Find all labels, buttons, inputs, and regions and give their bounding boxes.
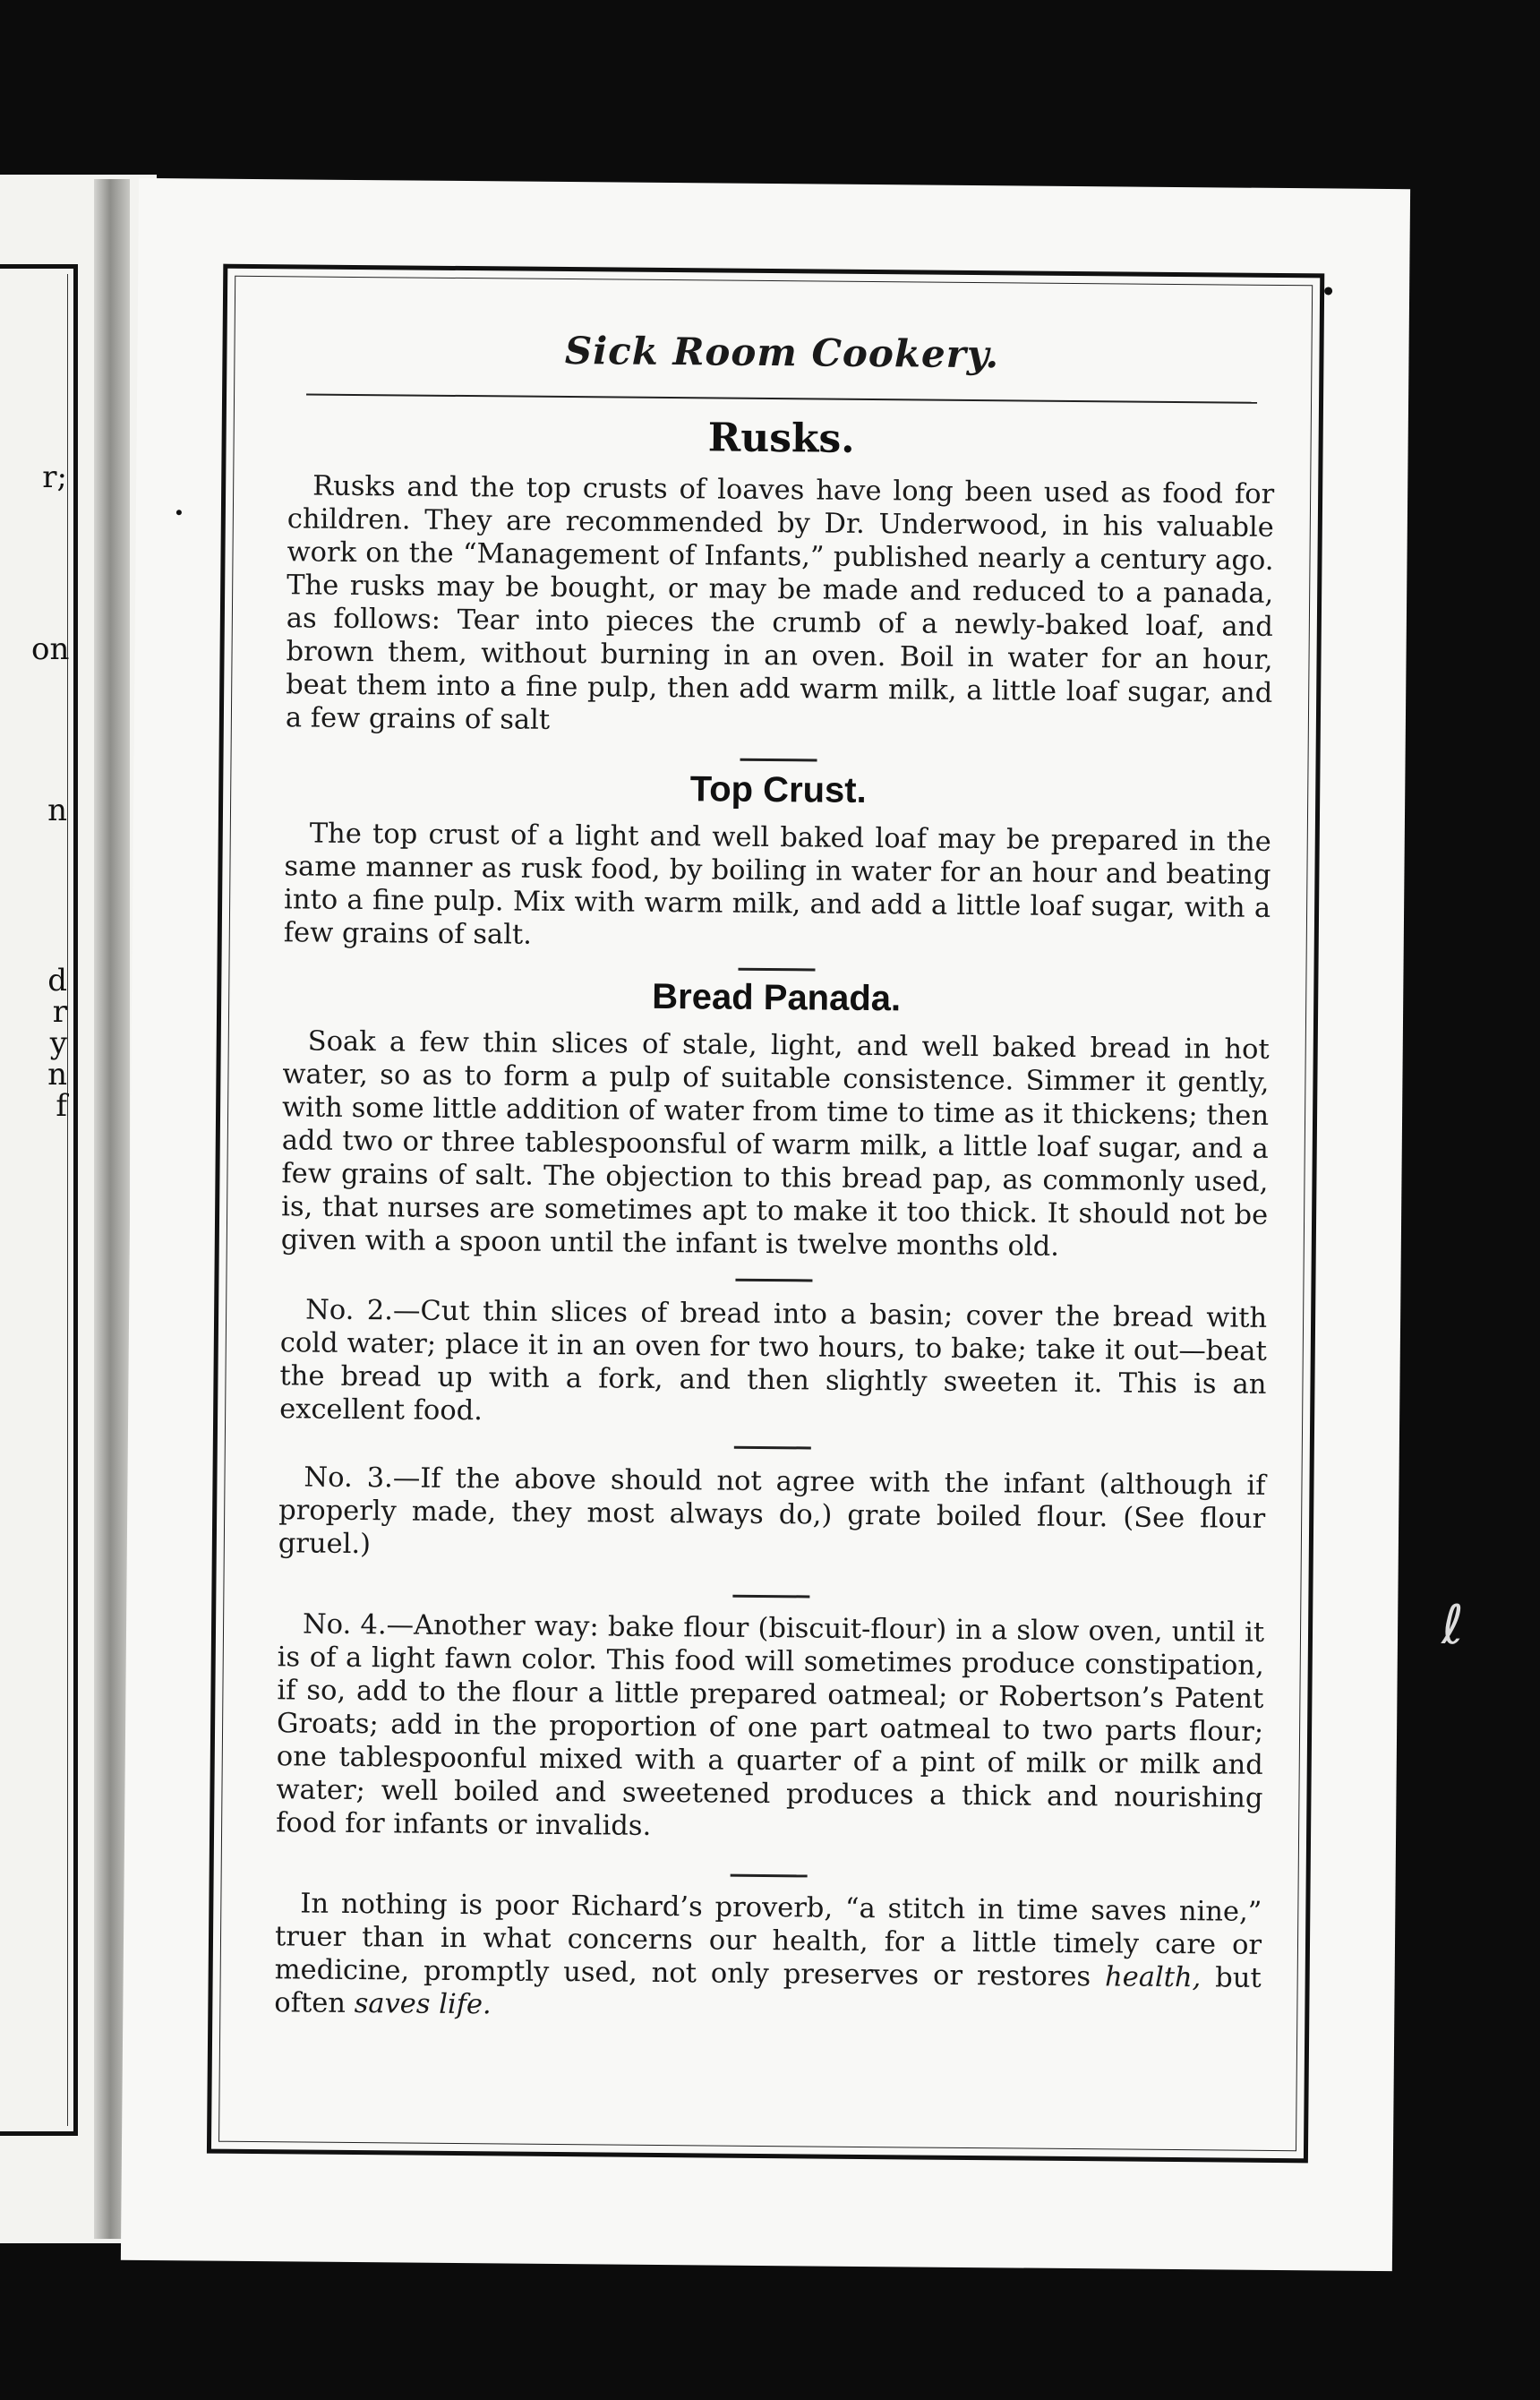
rusks-paragraph: Rusks and the top crusts of loaves have long been used as food for children. They are recommended by Dr. Underwood, in his valuable work on the “Management of Infants,” published nearly a century ago. The rusks may be bought, or may be made and reduced to a panada, as follows: Tear into pieces the crumb of a newly-baked loaf, and brown them, without burning in an oven. Boil in water for an hour, beat them into a fine pulp, then add warm milk, a little loaf sugar, and a few grains of salt: [285, 470, 1275, 736]
closing-middle: but often: [274, 1962, 1262, 2020]
ink-dot: [1324, 287, 1332, 295]
closing-text: In nothing is poor Richard’s proverb, “a stitch in time saves nine,” truer than in what concerns our health, for a little timely care or medicine, promptly used, not only preserves or restores: [274, 1888, 1262, 1993]
left-page-fragment: r;: [42, 459, 67, 495]
section-separator: [738, 968, 815, 972]
section-separator: [735, 1279, 812, 1282]
left-page-fragment: on: [31, 631, 70, 667]
left-page-fragment: n: [47, 1057, 67, 1093]
recipe-no-2: No. 2.—Cut thin slices of bread into a basin; cover the bread with cold water; place it in an oven for two hours, to bake; take it out—beat the bread up with a fork, and then slightly sweeten it. This is an excellent food.: [279, 1294, 1268, 1427]
top-crust-paragraph: The top crust of a light and well baked loaf may be prepared in the same manner as rusk food, by boiling in water for an hour and beating into a fine pulp. Mix with warm milk, and add a little loaf sugar, with a few grains of salt.: [283, 818, 1271, 951]
section-separator: [740, 759, 817, 762]
left-page-fragment: f: [56, 1088, 67, 1124]
left-page-fragment: r: [52, 994, 67, 1030]
section-separator: [734, 1446, 811, 1450]
header-rule: [306, 393, 1257, 403]
section-title-rusks: Rusks.: [707, 415, 855, 462]
left-page-fragment: n: [47, 793, 67, 828]
recipe-no-3: No. 3.—If the above should not agree with the infant (although if properly made, they most always do,) grate boiled flour. (See flour gruel.): [278, 1461, 1266, 1561]
book-page: [121, 178, 1410, 2271]
page-content: [273, 326, 1275, 2114]
page-frame-inner: [218, 276, 1313, 2151]
closing-health-word: health,: [1104, 1961, 1202, 1994]
closing-saves-life: saves life.: [354, 1988, 492, 2021]
left-page-fragment: d: [47, 963, 67, 999]
running-header: Sick Room Cookery.: [564, 329, 1000, 377]
section-separator: [732, 1595, 809, 1599]
closing-proverb: [274, 1887, 1262, 2028]
recipe-no-4: No. 4.—Another way: bake flour (biscuit-flour) in a slow oven, until it is of a light fawn color. This food will sometimes produce constipation, if so, add to the flour a little prepared oatmeal; or Robertson’s Patent Groats; add in the proportion of one part oatmeal to two parts flour; one tablespoonful mixed with a quarter of a pint of milk or milk and water; well boiled and sweetened produces a thick and nourishing food for infants or invalids.: [275, 1608, 1265, 1842]
section-separator: [731, 1874, 808, 1878]
left-page-border: [0, 264, 78, 2136]
ink-dot: [176, 510, 182, 515]
left-page-fragment: y: [49, 1025, 67, 1061]
section-title-top-crust: Top Crust.: [689, 769, 867, 810]
section-title-bread-panada: Bread Panada.: [652, 976, 902, 1019]
page-frame: [207, 264, 1324, 2164]
bread-panada-paragraph: Soak a few thin slices of stale, light, and well baked bread in hot water, so as to form a pulp of suitable consistence. Simmer it gently, with some little addition of water from time to time as it thickens; then add two or three tablespoonsful of warm milk, a little loaf sugar, and a few grains of salt. The objection to this bread pap, as commonly used, is, that nurses are sometimes apt to make it too thick. It should not be given with a spoon until the infant is twelve months old.: [280, 1025, 1270, 1263]
scan-speck: ℓ: [1442, 1594, 1464, 1657]
